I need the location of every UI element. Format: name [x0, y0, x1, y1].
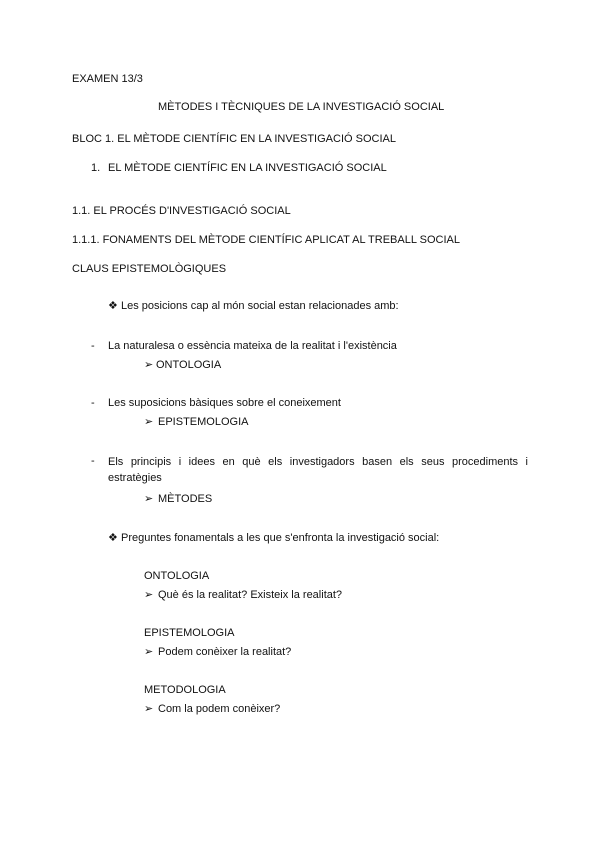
- bullet-text: Les posicions cap al món social estan relacionades amb:: [121, 300, 399, 312]
- question-heading: METODOLOGIA: [144, 684, 226, 696]
- diamond-bullet-icon: ❖: [108, 300, 118, 312]
- section-heading-1-1-1: 1.1.1. FONAMENTS DEL MÈTODE CIENTÍFIC APLICAT AL TREBALL SOCIAL: [72, 234, 460, 246]
- document-title: MÈTODES I TÈCNIQUES DE LA INVESTIGACIÓ SOCIAL: [158, 101, 445, 113]
- bloc-heading: BLOC 1. EL MÈTODE CIENTÍFIC EN LA INVESTIGACIÓ SOCIAL: [72, 133, 396, 145]
- list-item-text: La naturalesa o essència mateixa de la realitat i l'existència: [108, 340, 397, 352]
- arrow-icon: ➢: [144, 493, 154, 505]
- question-heading: EPISTEMOLOGIA: [144, 627, 235, 639]
- dash-marker: -: [91, 397, 95, 409]
- question-heading: ONTOLOGIA: [144, 570, 210, 582]
- bullet-text: Preguntes fonamentals a les que s'enfronta la investigació social:: [121, 532, 440, 544]
- concept-label: EPISTEMOLOGIA: [158, 416, 249, 428]
- item-number: 1.: [91, 162, 101, 174]
- dash-marker: -: [91, 340, 95, 352]
- question-text: Podem conèixer la realitat?: [158, 646, 292, 658]
- concept-label: ONTOLOGIA: [156, 359, 222, 371]
- arrow-icon: ➢: [144, 359, 154, 371]
- list-item-text: Les suposicions bàsiques sobre el coneixement: [108, 397, 341, 409]
- arrow-icon: ➢: [144, 646, 154, 658]
- arrow-icon: ➢: [144, 703, 154, 715]
- item-text: EL MÈTODE CIENTÍFIC EN LA INVESTIGACIÓ SOCIAL: [108, 162, 387, 174]
- section-heading-1-1: 1.1. EL PROCÉS D'INVESTIGACIÓ SOCIAL: [72, 205, 291, 217]
- exam-header: EXAMEN 13/3: [72, 73, 143, 85]
- concept-label: MÈTODES: [158, 493, 213, 505]
- arrow-icon: ➢: [144, 416, 154, 428]
- claus-heading: CLAUS EPISTEMOLÒGIQUES: [72, 263, 227, 275]
- question-text: Com la podem conèixer?: [158, 703, 281, 715]
- list-item-text: Els principis i idees en què els investigadors basen els seus procediments i estratègies: [108, 456, 528, 484]
- diamond-bullet-icon: ❖: [108, 532, 118, 544]
- question-text: Què és la realitat? Existeix la realitat?: [158, 589, 343, 601]
- dash-marker: -: [91, 455, 95, 467]
- arrow-icon: ➢: [144, 589, 154, 601]
